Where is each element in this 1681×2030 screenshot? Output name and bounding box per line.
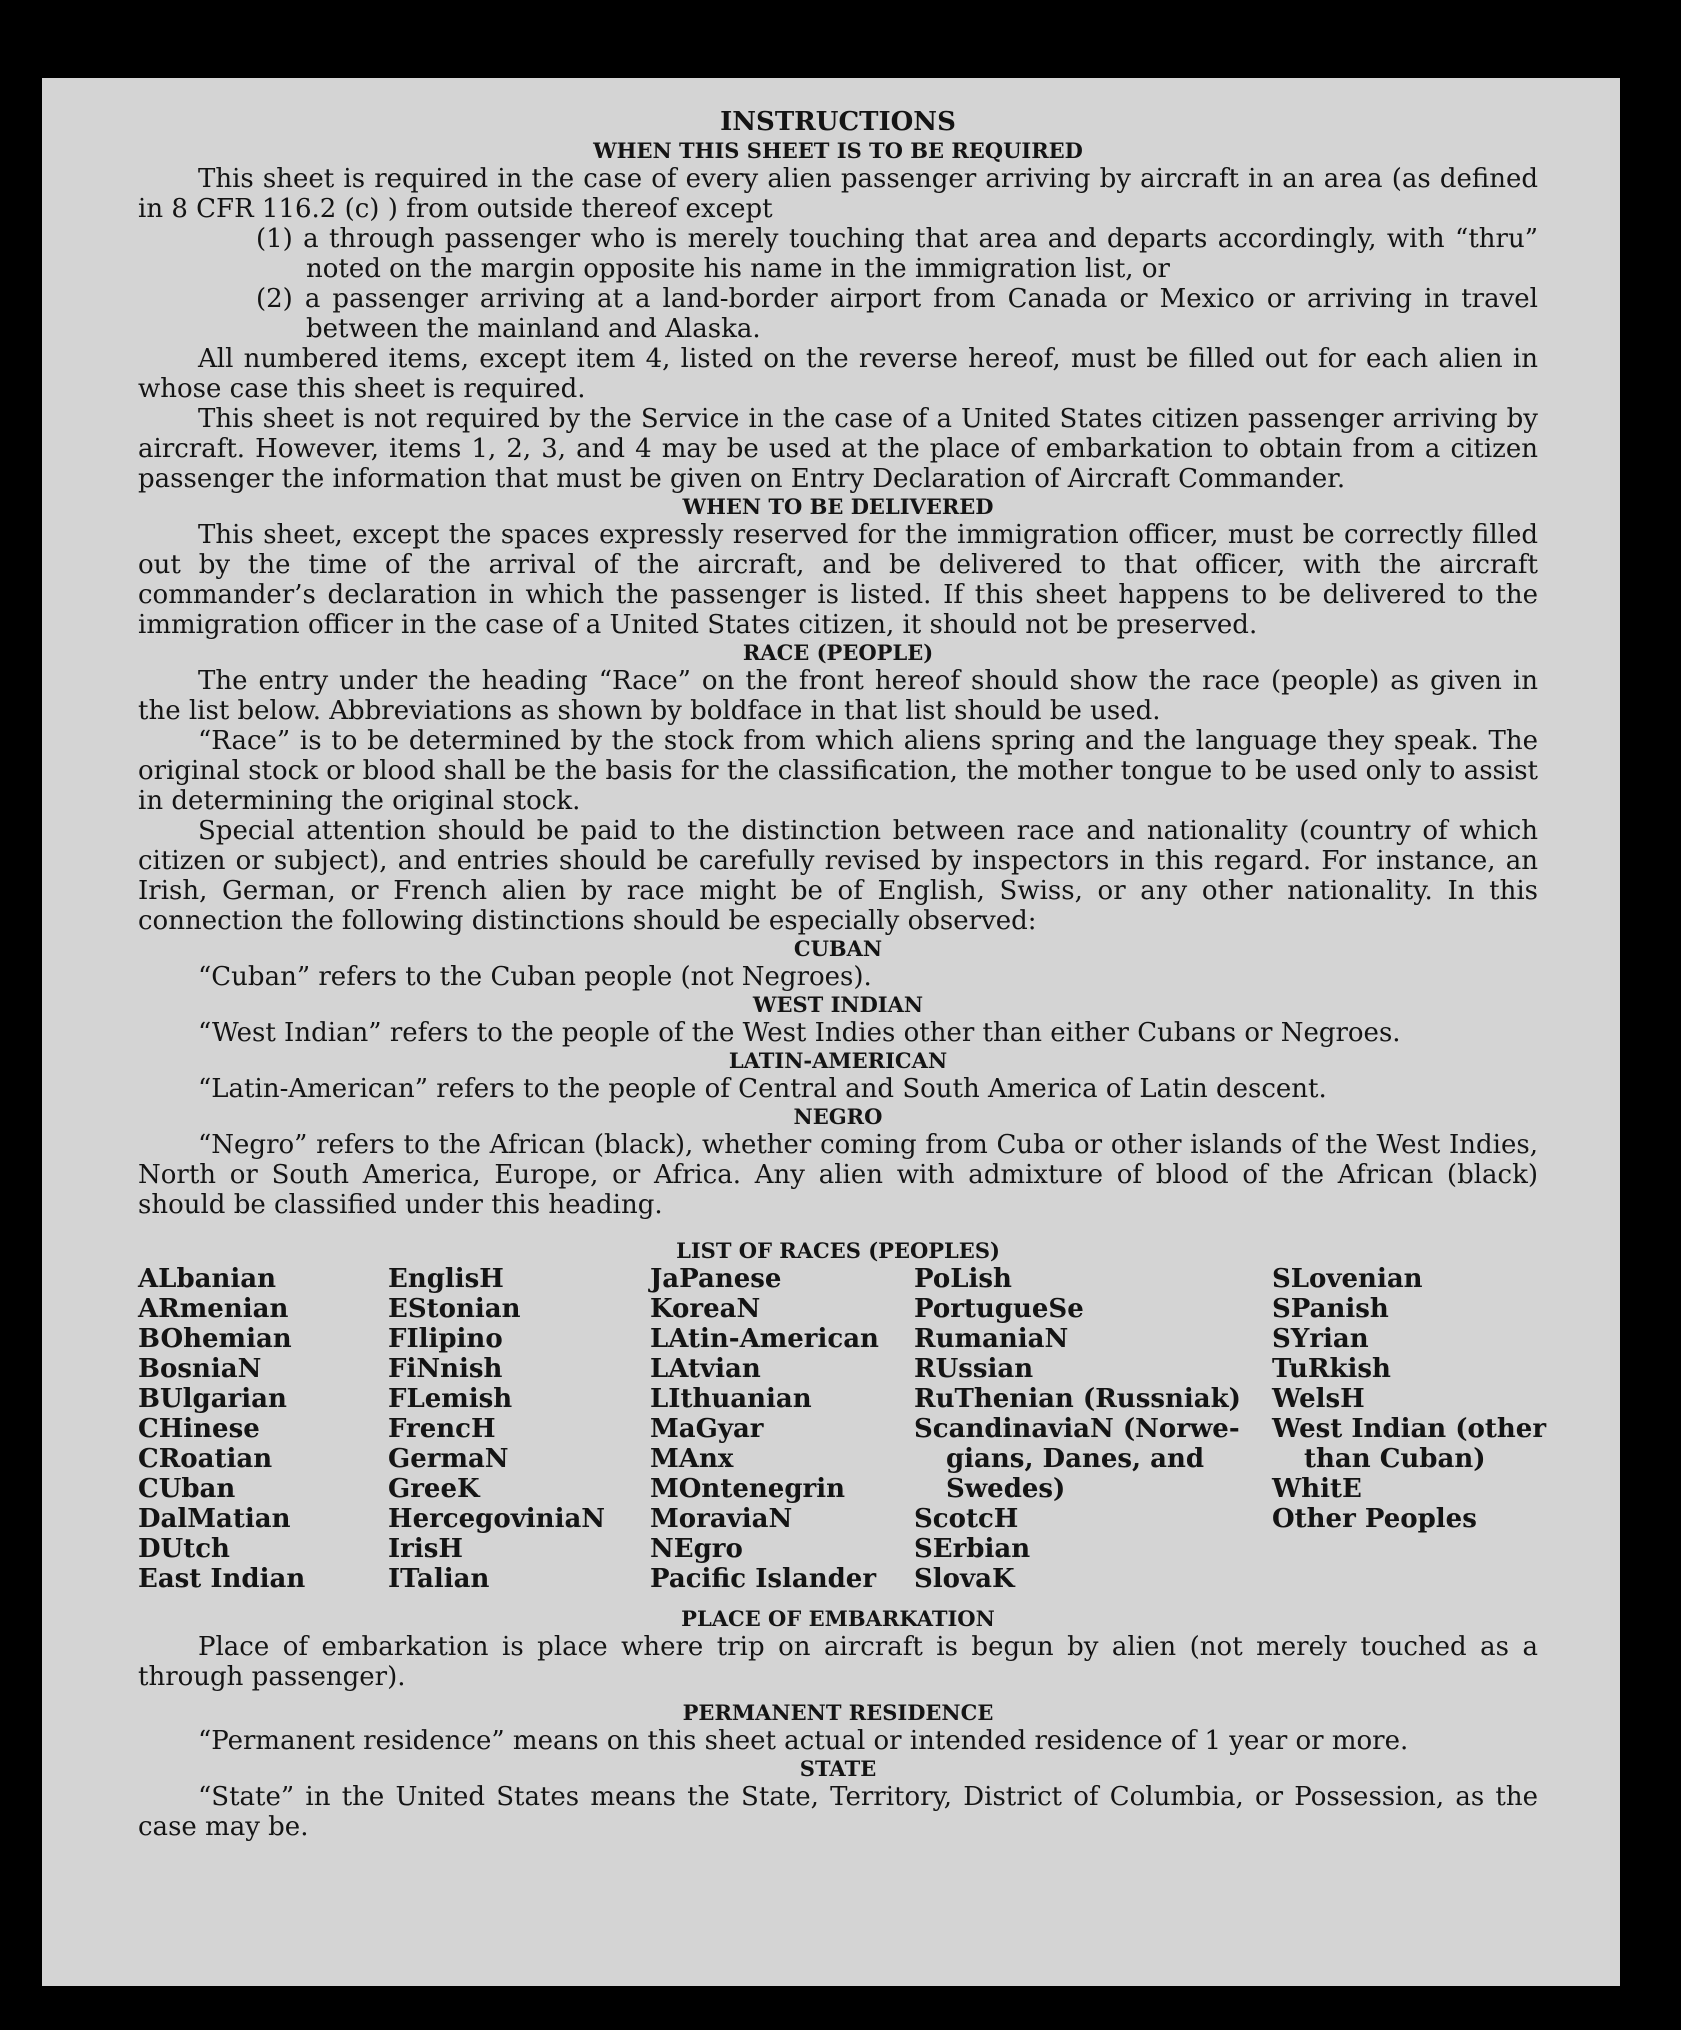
race-entry: KoreaN — [650, 1294, 761, 1324]
heading-cuban: CUBAN — [793, 936, 883, 961]
race-entry: DalMatian — [138, 1504, 291, 1534]
race-entry: CRoatian — [138, 1444, 273, 1474]
heading-when-required: WHEN THIS SHEET IS TO BE REQUIRED — [593, 138, 1083, 163]
race-entry: MaGyar — [650, 1414, 764, 1444]
race-entry: Other Peoples — [1272, 1504, 1477, 1534]
race-entry: ALbanian — [138, 1264, 277, 1294]
race-entry: SYrian — [1272, 1324, 1369, 1354]
heading-list-of-races: LIST OF RACES (PEOPLES) — [676, 1238, 1000, 1263]
race-entry: EStonian — [388, 1294, 521, 1324]
paragraph: This sheet is required in the case of every alien passenger arriving by aircraft in an area (as defined in 8 CFR 116.2 (c) ) from outside thereof except — [138, 164, 1538, 224]
race-entry: gians, Danes, and — [946, 1444, 1205, 1474]
paragraph: “Race” is to be determined by the stock from which aliens spring and the language they speak. The original stock or blood shall be the basis for the classification, the mother tongue to be used only to assist in determining the original stock. — [138, 726, 1538, 816]
races-column-3 — [650, 1264, 879, 1594]
race-entry: MoraviaN — [650, 1504, 793, 1534]
race-entry: GreeK — [388, 1474, 480, 1504]
paragraph: “Negro” refers to the African (black), whether coming from Cuba or other islands of the West Indies, North or South America, Europe, or Africa. Any alien with admixture of blood of the African (black) should be classified under this heading. — [138, 1130, 1538, 1220]
heading-place-of-embarkation: PLACE OF EMBARKATION — [681, 1606, 995, 1631]
list-item: (1) a through passenger who is merely touching that area and departs accordingly, with “thru” noted on the margin opposite his name in the immigration list, or — [256, 224, 1538, 284]
races-column-1 — [138, 1264, 305, 1594]
race-entry: RumaniaN — [914, 1324, 1069, 1354]
race-entry: SLovenian — [1272, 1264, 1423, 1294]
race-entry: MAnx — [650, 1444, 734, 1474]
race-entry: ARmenian — [138, 1294, 289, 1324]
race-entry: CUban — [138, 1474, 236, 1504]
paragraph: “Cuban” refers to the Cuban people (not Negroes). — [198, 962, 872, 992]
race-entry: SErbian — [914, 1534, 1031, 1564]
race-entry: FLemish — [388, 1384, 513, 1414]
paragraph: “West Indian” refers to the people of the West Indies other than either Cubans or Negroes. — [198, 1018, 1401, 1048]
race-entry: GermaN — [388, 1444, 509, 1474]
race-entry: ScandinaviaN (Norwe- — [914, 1414, 1240, 1444]
race-entry: PortugueSe — [914, 1294, 1084, 1324]
paragraph: “Latin-American” refers to the people of Central and South America of Latin descent. — [198, 1074, 1327, 1104]
race-entry: LAtin-American — [650, 1324, 879, 1354]
race-entry: than Cuban) — [1304, 1444, 1486, 1474]
races-column-2 — [388, 1264, 605, 1594]
race-entry: FiNnish — [388, 1354, 503, 1384]
race-entry: EnglisH — [388, 1264, 504, 1294]
race-entry: BOhemian — [138, 1324, 292, 1354]
race-entry: East Indian — [138, 1564, 306, 1594]
race-entry: WelsH — [1272, 1384, 1365, 1414]
race-entry: NEgro — [650, 1534, 743, 1564]
race-entry: SlovaK — [914, 1564, 1015, 1594]
race-entry: DUtch — [138, 1534, 230, 1564]
race-entry: SPanish — [1272, 1294, 1389, 1324]
page-title: INSTRUCTIONS — [720, 107, 956, 137]
heading-state: STATE — [799, 1756, 877, 1781]
heading-permanent-residence: PERMANENT RESIDENCE — [682, 1700, 994, 1725]
paragraph: This sheet, except the spaces expressly reserved for the immigration officer, must be correctly filled out by the time of the arrival of the aircraft, and be delivered to that officer, with the aircraft commander’s declaration in which the passenger is listed. If this sheet happens to be delivered to the immigration officer in the case of a United States citizen, it should not be preserved. — [138, 520, 1538, 640]
scan-border — [0, 0, 1681, 78]
paragraph: Special attention should be paid to the distinction between race and nationality (country of which citizen or subject), and entries should be carefully revised by inspectors in this regard. For instance, an Irish, German, or French alien by race might be of English, Swiss, or any other nationality. In this connection the following distinctions should be especially observed: — [138, 816, 1538, 936]
race-entry: TuRkish — [1272, 1354, 1391, 1384]
paragraph: This sheet is not required by the Service in the case of a United States citizen passenger arriving by aircraft. However, items 1, 2, 3, and 4 may be used at the place of embarkation to obtain from a citizen passenger the information that must be given on Entry Declaration of Aircraft Commander. — [138, 404, 1538, 494]
race-entry: CHinese — [138, 1414, 260, 1444]
race-entry: ScotcH — [914, 1504, 1019, 1534]
races-list — [138, 1264, 1547, 1654]
document-page — [42, 78, 1620, 1986]
heading-latin-american: LATIN-AMERICAN — [728, 1048, 948, 1073]
race-entry: Pacific Islander — [650, 1564, 877, 1594]
race-entry: HercegoviniaN — [388, 1504, 606, 1534]
race-entry: WhitE — [1272, 1474, 1362, 1504]
heading-west-indian: WEST INDIAN — [752, 992, 924, 1017]
heading-negro: NEGRO — [793, 1104, 883, 1129]
paragraph: Place of embarkation is place where trip on aircraft is begun by alien (not merely touched as a through passenger). — [138, 1632, 1538, 1692]
race-entry: LIthuanian — [650, 1384, 812, 1414]
race-entry: BUlgarian — [138, 1384, 287, 1414]
paragraph: “State” in the United States means the State, Territory, District of Columbia, or Possession, as the case may be. — [138, 1782, 1538, 1842]
races-column-4 — [914, 1264, 1241, 1594]
race-entry: FIlipino — [388, 1324, 503, 1354]
paragraph: “Permanent residence” means on this sheet actual or intended residence of 1 year or more. — [198, 1726, 1409, 1756]
race-entry: LAtvian — [650, 1354, 761, 1384]
heading-race: RACE (PEOPLE) — [742, 640, 934, 665]
race-entry: Swedes) — [946, 1474, 1066, 1504]
paragraph: All numbered items, except item 4, listed on the reverse hereof, must be filled out for each alien in whose case this sheet is required. — [138, 344, 1538, 404]
race-entry: RUssian — [914, 1354, 1034, 1384]
race-entry: West Indian (other — [1272, 1414, 1547, 1444]
heading-when-delivered: WHEN TO BE DELIVERED — [682, 494, 994, 519]
race-entry: BosniaN — [138, 1354, 262, 1384]
race-entry: PoLish — [914, 1264, 1012, 1294]
instructions-content — [138, 106, 1547, 1842]
race-entry: FrencH — [388, 1414, 496, 1444]
race-entry: ITalian — [388, 1564, 490, 1594]
paragraph: The entry under the heading “Race” on the front hereof should show the race (people) as given in the list below. Abbreviations as shown by boldface in that list should be used. — [138, 666, 1538, 726]
race-entry: IrisH — [388, 1534, 463, 1564]
races-column-5 — [1272, 1264, 1546, 1534]
race-entry: MOntenegrin — [650, 1474, 845, 1504]
race-entry: RuThenian (Russniak) — [914, 1384, 1241, 1414]
list-item: (2) a passenger arriving at a land-border airport from Canada or Mexico or arriving in travel between the mainland and Alaska. — [256, 284, 1538, 344]
race-entry: JaPanese — [650, 1264, 782, 1294]
